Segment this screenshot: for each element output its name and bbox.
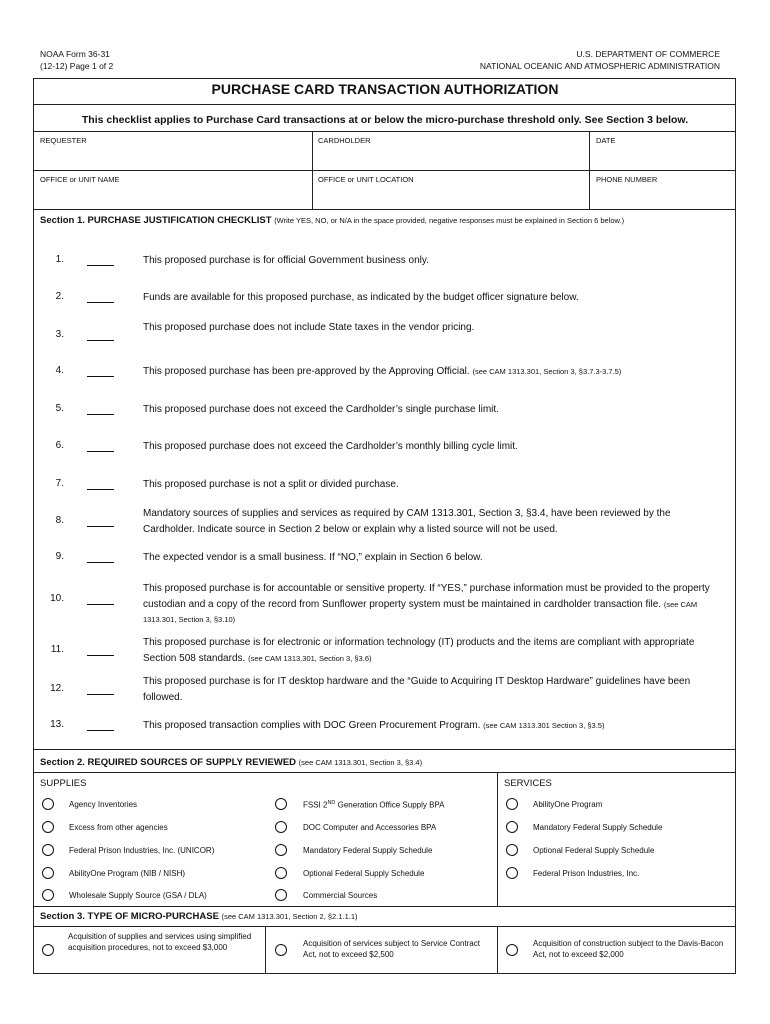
checklist-statement: Mandatory sources of supplies and services as required by CAM 1313.301, Section 3, §3.4, have been reviewed by the Cardholder. Indicate source in Section 2 below or explain why a listed source will not be used. — [143, 508, 671, 535]
service-source-radio[interactable] — [506, 844, 518, 856]
divider — [33, 170, 736, 171]
divider — [33, 906, 736, 907]
supply-source-radio[interactable] — [275, 798, 287, 810]
checklist-number: 7. — [55, 478, 64, 489]
service-source-label: AbilityOne Program — [533, 800, 603, 809]
checklist-answer-field[interactable] — [87, 526, 114, 527]
divider — [33, 772, 736, 773]
department-name: U.S. DEPARTMENT OF COMMERCE — [576, 49, 720, 59]
divider — [33, 209, 736, 210]
office-name-field[interactable] — [36, 185, 308, 207]
checklist-statement: This proposed purchase is for official Government business only. — [143, 255, 429, 266]
section1-title: Section 1. PURCHASE JUSTIFICATION CHECKLIST — [40, 215, 272, 226]
checklist-statement: This proposed purchase does not exceed the Cardholder’s single purchase limit. — [143, 404, 499, 415]
form-id — [40, 48, 113, 72]
checklist-number: 4. — [55, 365, 64, 376]
divider — [33, 131, 736, 132]
supply-source-label: AbilityOne Program (NIB / NISH) — [69, 869, 186, 878]
checklist-answer-field[interactable] — [87, 414, 114, 415]
divider — [497, 926, 498, 974]
service-source-radio[interactable] — [506, 798, 518, 810]
checklist-item-text — [143, 581, 723, 628]
checklist-number: 5. — [55, 403, 64, 414]
service-source-label: Federal Prison Industries, Inc. — [533, 869, 640, 878]
service-source-radio[interactable] — [506, 821, 518, 833]
checklist-item-text — [143, 506, 723, 537]
checklist-number: 9. — [55, 551, 64, 562]
supply-source-label — [303, 800, 445, 810]
micro-purchase-option-label: Acquisition of supplies and services using simplified acquisition procedures, not to exceed $3,000 — [68, 932, 252, 952]
date-field[interactable] — [592, 146, 732, 168]
supplies-label: SUPPLIES — [40, 778, 87, 789]
checklist-item-text — [143, 718, 723, 734]
checklist-answer-field[interactable] — [87, 694, 114, 695]
checklist-number: 13. — [50, 719, 64, 730]
fssi-text-rest: Generation Office Supply BPA — [335, 800, 445, 810]
section3-title: Section 3. TYPE OF MICRO-PURCHASE — [40, 911, 219, 922]
checklist-statement: This proposed purchase is for accountable or sensitive property. If “YES,” purchase information must be provided to the property custodian and a copy of the record from Sunflower property system must be maintained in cardholder transaction file. — [143, 583, 710, 610]
micro-purchase-radio-construction[interactable] — [506, 944, 518, 956]
checklist-number: 12. — [50, 683, 64, 694]
divider — [265, 926, 266, 974]
checklist-item-text — [143, 364, 723, 380]
checklist-answer-field[interactable] — [87, 265, 114, 266]
form-title: PURCHASE CARD TRANSACTION AUTHORIZATION — [211, 81, 559, 97]
micro-purchase-radio-services[interactable] — [275, 944, 287, 956]
checklist-item-text — [143, 635, 723, 666]
section2-note: (see CAM 1313.301, Section 3, §3.4) — [298, 758, 423, 767]
checklist-statement: This proposed purchase is not a split or divided purchase. — [143, 479, 399, 490]
checklist-answer-field[interactable] — [87, 604, 114, 605]
checklist-number: 11. — [50, 644, 64, 655]
checklist-reference: (see CAM 1313.301 Section 3, §3.5) — [483, 721, 605, 730]
supply-source-label: DOC Computer and Accessories BPA — [303, 823, 437, 832]
checklist-statement: This proposed transaction complies with DOC Green Procurement Program. — [143, 720, 481, 731]
checklist-number: 1. — [55, 254, 64, 265]
checklist-answer-field[interactable] — [87, 451, 114, 452]
micro-purchase-radio-supplies[interactable] — [42, 944, 54, 956]
checklist-item-text — [143, 402, 723, 418]
supply-source-label: Wholesale Supply Source (GSA / DLA) — [69, 891, 207, 900]
divider — [497, 772, 498, 906]
phone-field[interactable] — [592, 185, 732, 207]
checklist-answer-field[interactable] — [87, 376, 114, 377]
supply-source-radio[interactable] — [42, 821, 54, 833]
checklist-statement: This proposed purchase does not include State taxes in the vendor pricing. — [143, 322, 475, 333]
checklist-item-text — [143, 550, 723, 566]
cardholder-label: CARDHOLDER — [318, 136, 371, 145]
checklist-number: 6. — [55, 440, 64, 451]
checklist-statement: This proposed purchase does not exceed the Cardholder’s monthly billing cycle limit. — [143, 441, 518, 452]
divider — [33, 926, 736, 927]
office-location-field[interactable] — [315, 185, 585, 207]
requester-label: REQUESTER — [40, 136, 87, 145]
micro-purchase-option-label: Acquisition of services subject to Service Contract Act, not to exceed $2,500 — [303, 939, 480, 959]
supply-source-radio[interactable] — [275, 867, 287, 879]
agency — [480, 48, 720, 72]
supply-source-label: Agency Inventories — [69, 800, 138, 809]
requester-field[interactable] — [36, 146, 308, 168]
checklist-reference: (see CAM 1313.301, Section 3, §3.6) — [248, 653, 372, 663]
checklist-answer-field[interactable] — [87, 655, 114, 656]
checklist-answer-field[interactable] — [87, 489, 114, 490]
checklist-statement: This proposed purchase is for electronic or information technology (IT) products and the items are compliant with appropriate Section 508 standards. — [143, 637, 695, 664]
checklist-reference: (see CAM 1313.301, Section 3, §3.7.3-3.7.5) — [472, 367, 622, 376]
section1-note: (Write YES, NO, or N/A in the space provided, negative responses must be explained in Section 6 below.) — [274, 216, 625, 225]
checklist-reference: (see CAM 1313.301, Section 3, §3.10) — [143, 599, 698, 624]
checklist-statement: The expected vendor is a small business. If “NO,” explain in Section 6 below. — [143, 552, 483, 563]
checklist-answer-field[interactable] — [87, 562, 114, 563]
checklist-item-text — [143, 253, 723, 269]
checklist-statement: Funds are available for this proposed purchase, as indicated by the budget officer signature below. — [143, 292, 579, 303]
supply-source-radio[interactable] — [275, 889, 287, 901]
supply-source-label: Optional Federal Supply Schedule — [303, 869, 425, 878]
divider — [33, 104, 736, 105]
supply-source-radio[interactable] — [42, 798, 54, 810]
service-source-label: Mandatory Federal Supply Schedule — [533, 823, 663, 832]
fssi-superscript: ND — [327, 800, 336, 806]
checklist-number: 10. — [50, 593, 64, 604]
section2-title: Section 2. REQUIRED SOURCES OF SUPPLY REVIEWED — [40, 757, 297, 768]
service-source-radio[interactable] — [506, 867, 518, 879]
supply-source-radio[interactable] — [42, 844, 54, 856]
supply-source-label: Commercial Sources — [303, 891, 378, 900]
supply-source-label: Mandatory Federal Supply Schedule — [303, 846, 433, 855]
checklist-number: 2. — [55, 291, 64, 302]
checklist-statement: This proposed purchase is for IT desktop hardware and the “Guide to Acquiring IT Desktop Hardware” guidelines have been followed. — [143, 676, 691, 703]
phone-label: PHONE NUMBER — [596, 175, 658, 184]
section3-heading — [40, 911, 358, 922]
office-name-label: OFFICE or UNIT NAME — [40, 175, 120, 184]
supply-source-radio[interactable] — [42, 889, 54, 901]
office-location-label: OFFICE or UNIT LOCATION — [318, 175, 414, 184]
checklist-answer-field[interactable] — [87, 302, 114, 303]
checklist-statement: This proposed purchase has been pre-approved by the Approving Official. — [143, 366, 470, 377]
supply-source-label: Excess from other agencies — [69, 823, 168, 832]
threshold-notice: This checklist applies to Purchase Card transactions at or below the micro-purchase threshold only. See Section 3 below. — [81, 114, 689, 126]
section1-heading — [40, 215, 624, 226]
supply-source-radio[interactable] — [42, 867, 54, 879]
section3-note: (see CAM 1313.301, Section 2, §2.1.1.1) — [221, 912, 358, 921]
supply-source-radio[interactable] — [275, 844, 287, 856]
checklist-item-text — [143, 320, 723, 336]
fssi-text: FSSI 2 — [303, 800, 328, 810]
section2-heading — [40, 757, 422, 768]
checklist-item-text — [143, 290, 723, 306]
divider — [33, 749, 736, 750]
date-label: DATE — [596, 136, 616, 145]
services-label: SERVICES — [504, 778, 552, 789]
micro-purchase-option-label: Acquisition of construction subject to the Davis-Bacon Act, not to exceed $2,000 — [533, 939, 724, 959]
checklist-number: 3. — [55, 329, 64, 340]
form-revision: (12-12) — [40, 61, 68, 71]
checklist-item-text — [143, 477, 723, 493]
supply-source-radio[interactable] — [275, 821, 287, 833]
form-number: NOAA Form 36-31 — [40, 49, 110, 59]
checklist-number: 8. — [55, 515, 64, 526]
supply-source-label: Federal Prison Industries, Inc. (UNICOR) — [69, 846, 215, 855]
cardholder-field[interactable] — [315, 146, 585, 168]
checklist-answer-field[interactable] — [87, 340, 114, 341]
service-source-label: Optional Federal Supply Schedule — [533, 846, 655, 855]
administration-name: NATIONAL OCEANIC AND ATMOSPHERIC ADMINISTRATION — [479, 61, 720, 71]
page-indicator: Page 1 of 2 — [69, 61, 114, 71]
checklist-item-text — [143, 674, 723, 705]
checklist-item-text — [143, 439, 723, 455]
checklist-answer-field[interactable] — [87, 730, 114, 731]
